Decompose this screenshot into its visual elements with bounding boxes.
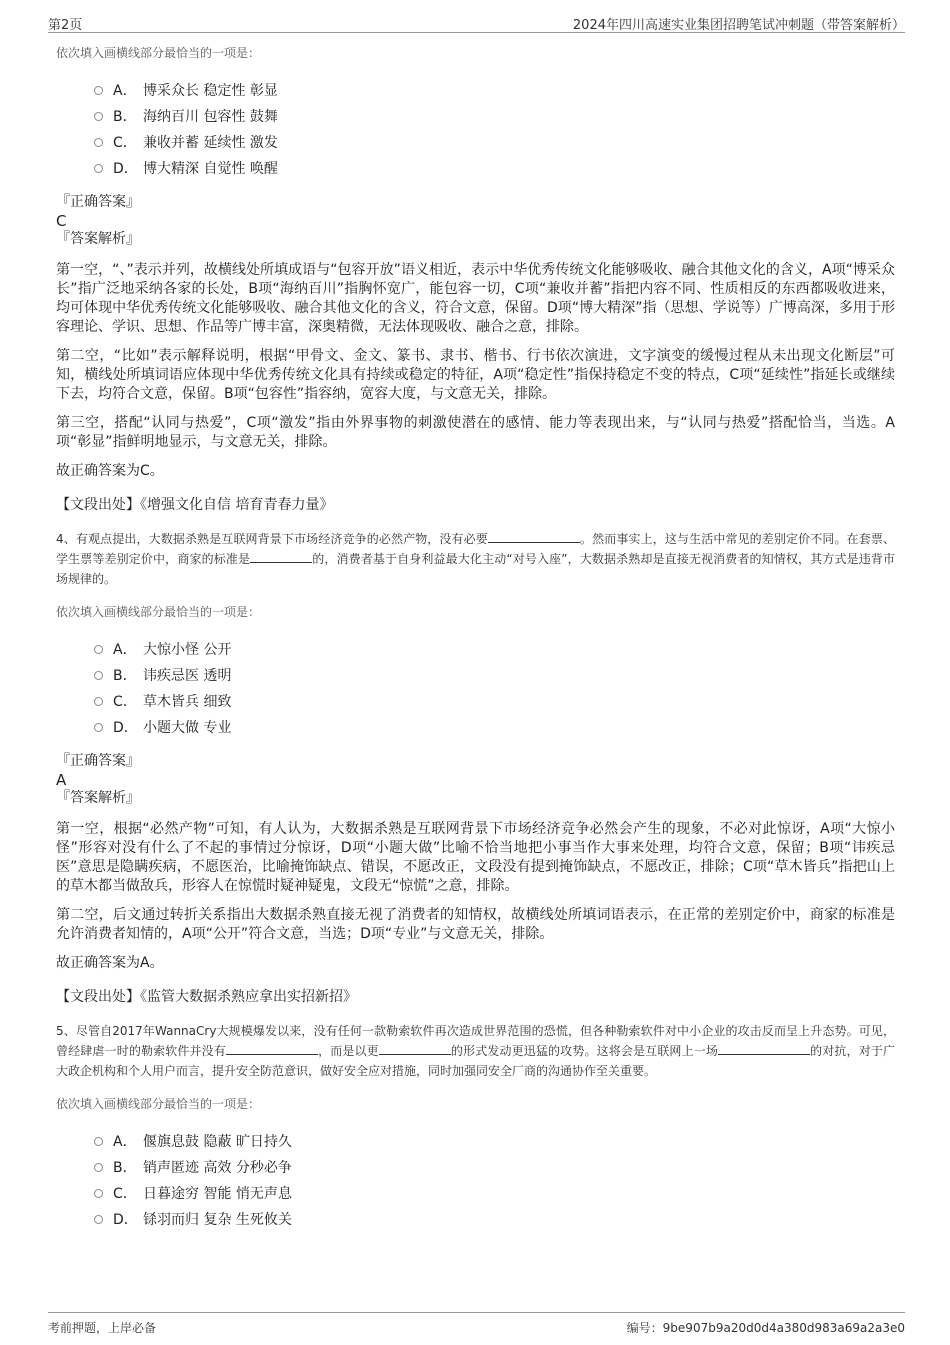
q4-answer-label: 『正确答案』 — [56, 753, 140, 769]
q3-option-b[interactable] — [94, 103, 895, 129]
q4-text-part: 。然而事实上，这与生活中常见的差别定价不同。在套票、学生票等差别定价中，商家的标准是 — [56, 532, 895, 566]
radio-icon[interactable] — [94, 645, 103, 654]
fill-blank — [718, 1042, 810, 1055]
radio-icon[interactable] — [94, 1163, 103, 1172]
q3-answer-label: 『正确答案』 — [56, 194, 140, 210]
q4-option-b[interactable] — [94, 662, 895, 688]
q3-answer: C — [56, 212, 67, 230]
q4-text-part: 4、有观点提出，大数据杀熟是互联网背景下市场经济竞争的必然产物，没有必要 — [56, 532, 488, 546]
page-content — [56, 44, 895, 1244]
fill-blank — [226, 1042, 318, 1055]
option-text: 草木皆兵 细致 — [143, 694, 232, 710]
q3-analysis-label: 『答案解析』 — [56, 231, 140, 247]
option-text: 博大精深 自觉性 唤醒 — [143, 161, 278, 177]
q4-prompt: 依次填入画横线部分最恰当的一项是： — [56, 605, 261, 619]
option-key: D． — [113, 1212, 138, 1228]
fill-blank — [488, 530, 580, 543]
q4-option-d[interactable] — [94, 714, 895, 740]
radio-icon[interactable] — [94, 86, 103, 95]
q4-conclusion: 故正确答案为A。 — [56, 955, 164, 971]
q4-option-c[interactable] — [94, 688, 895, 714]
option-text: 小题大做 专业 — [143, 720, 232, 736]
q3-analysis-para: 第三空，搭配“认同与热爱”，C项“激发”指由外界事物的刺激使潜在的感情、能力等表现出来，与“认同与热爱”搭配恰当，当选。A项“彰显”指鲜明地显示，与文意无关，排除。 — [56, 415, 895, 450]
fill-blank — [379, 1042, 451, 1055]
q3-options — [94, 77, 895, 181]
q5-text-part: ，而是以更 — [317, 1044, 379, 1058]
option-key: B． — [113, 109, 137, 125]
radio-icon[interactable] — [94, 671, 103, 680]
radio-icon[interactable] — [94, 1137, 103, 1146]
radio-icon[interactable] — [94, 164, 103, 173]
option-key: D． — [113, 720, 138, 736]
q3-source: 【文段出处】《增强文化自信 培育青春力量》 — [56, 497, 334, 513]
q4-answer: A — [56, 771, 67, 789]
q3-option-a[interactable] — [94, 77, 895, 103]
option-key: D． — [113, 161, 138, 177]
option-key: C． — [113, 135, 137, 151]
q3-analysis-para: 第一空，“、”表示并列，故横线处所填成语与“包容开放”语义相近，表示中华优秀传统文化能够吸收、融合其他文化的含义，A项“博采众长”指广泛地采纳各家的长处，B项“海纳百川”指胸怀宽广，能包容一切，C项“兼收并蓄”指把内容不同、性质相反的东西都吸收进来，均可体现中华优秀传统文化能够吸收、融合其他文化的含义，符合文意，保留。D项“博大精深”指（思想、学说等）广博高深，多用于形容理论、学识、思想、作品等广博丰富，深奥精微，无法体现吸收、融合之意，排除。 — [56, 262, 895, 335]
option-key: A． — [113, 83, 137, 99]
radio-icon[interactable] — [94, 138, 103, 147]
option-text: 日暮途穷 智能 悄无声息 — [143, 1186, 292, 1202]
q4-analysis-label: 『答案解析』 — [56, 790, 140, 806]
option-text: 铩羽而归 复杂 生死攸关 — [143, 1212, 292, 1228]
radio-icon[interactable] — [94, 112, 103, 121]
q5-question — [56, 1021, 895, 1081]
option-key: A． — [113, 1134, 137, 1150]
option-key: B． — [113, 668, 137, 684]
page-header — [48, 10, 905, 33]
option-key: B． — [113, 1160, 137, 1176]
q3-prompt: 依次填入画横线部分最恰当的一项是： — [56, 46, 261, 60]
q4-source: 【文段出处】《监管大数据杀熟应拿出实招新招》 — [56, 989, 357, 1005]
q4-option-a[interactable] — [94, 636, 895, 662]
q4-options — [94, 636, 895, 740]
q4-analysis-para: 第一空，根据“必然产物”可知，有人认为，大数据杀熟是互联网背景下市场经济竞争必然会产生的现象，不必对此惊讶，A项“大惊小怪”形容对没有什么了不起的事情过分惊讶，D项“小题大做”比喻不恰当地把小事当作大事来处理，均符合文意，保留；B项“讳疾忌医”意思是隐瞒疾病，不愿医治，比喻掩饰缺点、错误，不愿改正，文段没有提到掩饰缺点，不愿改正，排除；C项“草木皆兵”指把山上的草木都当做敌兵，形容人在惊慌时疑神疑鬼，文段无“惊慌”之意，排除。 — [56, 821, 895, 894]
document-id: 编号：9be907b9a20d0d4a380d983a69a2a3e0 — [626, 1321, 905, 1335]
q3-option-c[interactable] — [94, 129, 895, 155]
q3-conclusion: 故正确答案为C。 — [56, 463, 164, 479]
q5-text-part: 的形式发动更迅猛的攻势。这将会是互联网上一场 — [450, 1044, 718, 1058]
q5-prompt: 依次填入画横线部分最恰当的一项是： — [56, 1097, 261, 1111]
radio-icon[interactable] — [94, 1215, 103, 1224]
option-text: 大惊小怪 公开 — [143, 642, 232, 658]
footer-slogan: 考前押题，上岸必备 — [48, 1321, 157, 1335]
option-text: 兼收并蓄 延续性 激发 — [143, 135, 278, 151]
option-text: 博采众长 稳定性 彰显 — [143, 83, 278, 99]
q5-option-a[interactable] — [94, 1128, 895, 1154]
page-footer — [48, 1312, 905, 1339]
q4-analysis-para: 第二空，后文通过转折关系指出大数据杀熟直接无视了消费者的知情权，故横线处所填词语表示，在正常的差别定价中，商家的标准是允许消费者知情的，A项“公开”符合文意，当选；D项“专业”与文意无关，排除。 — [56, 907, 895, 942]
radio-icon[interactable] — [94, 1189, 103, 1198]
option-key: C． — [113, 1186, 137, 1202]
q5-text-part: 5、尽管自2017年WannaCry大规模爆发以来，没有任何一款勒索软件再次造成世界范围的恐慌，但各种勒索软件对中小企业的攻击反而呈上升态势。可见，曾经肆虐一时的勒索软件并没有 — [56, 1024, 895, 1058]
page-number: 第2页 — [48, 18, 83, 33]
option-key: C． — [113, 694, 137, 710]
radio-icon[interactable] — [94, 697, 103, 706]
option-text: 偃旗息鼓 隐蔽 旷日持久 — [143, 1134, 292, 1150]
option-text: 海纳百川 包容性 鼓舞 — [143, 109, 278, 125]
q5-option-b[interactable] — [94, 1154, 895, 1180]
option-text: 销声匿迹 高效 分秒必争 — [143, 1160, 292, 1176]
q5-option-c[interactable] — [94, 1180, 895, 1206]
fill-blank — [250, 550, 312, 563]
q5-options — [94, 1128, 895, 1232]
q5-text-part: 的对抗，对于广大政企机构和个人用户而言，提升安全防范意识，做好安全应对措施，同时加强同安全厂商的沟通协作至关重要。 — [56, 1044, 895, 1078]
option-key: A． — [113, 642, 137, 658]
q5-option-d[interactable] — [94, 1206, 895, 1232]
q3-option-d[interactable] — [94, 155, 895, 181]
document-title: 2024年四川高速实业集团招聘笔试冲刺题（带答案解析） — [572, 18, 905, 33]
radio-icon[interactable] — [94, 723, 103, 732]
q4-question — [56, 529, 895, 589]
option-text: 讳疾忌医 透明 — [143, 668, 232, 684]
q3-analysis-para: 第二空，“比如”表示解释说明，根据“甲骨文、金文、篆书、隶书、楷书、行书依次演进，文字演变的缓慢过程从未出现文化断层”可知，横线处所填词语应体现中华优秀传统文化具有持续或稳定的特征，A项“稳定性”指保持稳定不变的特点，C项“延续性”指延长或继续下去，均符合文意，保留。B项“包容性”指容纳，宽容大度，与文意无关，排除。 — [56, 348, 895, 402]
q4-text-part: 的，消费者基于自身利益最大化主动“对号入座”，大数据杀熟却是直接无视消费者的知情权，其方式是违背市场规律的。 — [56, 552, 895, 586]
